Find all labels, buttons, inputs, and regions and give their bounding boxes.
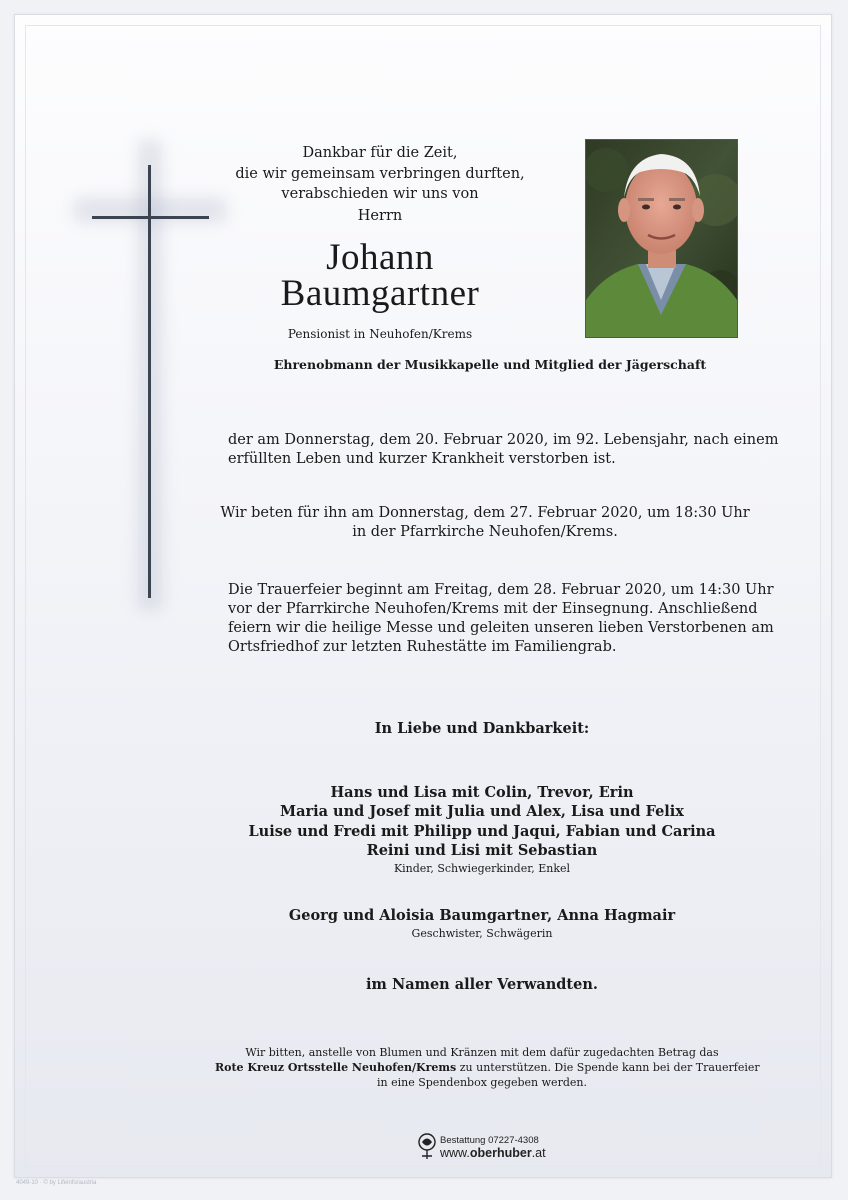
donation-line-2-rest: zu unterstützen. Die Spende kann bei der Trauerfeier	[456, 1061, 760, 1074]
children-line-1: Hans und Lisa mit Colin, Trevor, Erin	[330, 784, 634, 801]
cross-icon	[80, 150, 220, 610]
children-caption: Kinder, Schwiegerkinder, Enkel	[393, 862, 571, 875]
funeral-line-2: vor der Pfarrkirche Neuhofen/Krems mit der Einsegnung. Anschließend	[228, 601, 758, 617]
intro-line-2: die wir gemeinsam verbringen durften,	[235, 166, 525, 182]
salutation: Herrn	[357, 208, 403, 224]
honors: Ehrenobmann der Musikkapelle und Mitglied der Jägerschaft	[273, 357, 707, 372]
funeral-line-3: feiern wir die heilige Messe und geleiten unseren lieben Verstorbenen am	[228, 620, 774, 636]
donation-line-1: Wir bitten, anstelle von Blumen und Kränzen mit dem dafür zugedachten Betrag das	[245, 1046, 719, 1059]
mourners-heading: In Liebe und Dankbarkeit:	[374, 720, 590, 737]
siblings-caption: Geschwister, Schwägerin	[411, 927, 553, 940]
undertaker-label-line	[440, 1135, 539, 1146]
children-line-2: Maria und Josef mit Julia und Alex, Lisa und Felix	[280, 803, 684, 820]
death-notice-line-1: der am Donnerstag, dem 20. Februar 2020, im 92. Lebensjahr, nach einem	[228, 432, 779, 448]
undertaker-label: Bestattung	[440, 1135, 486, 1146]
undertaker-brand: oberhuber	[469, 1146, 532, 1160]
closing: im Namen aller Verwandten.	[366, 976, 598, 993]
death-notice-line-2: erfüllten Leben und kurzer Krankheit verstorben ist.	[228, 451, 616, 467]
occupation: Pensionist in Neuhofen/Krems	[287, 327, 473, 341]
children-line-3: Luise und Fredi mit Philipp und Jaqui, Fabian und Carina	[248, 823, 716, 840]
prayer-line-1: Wir beten für ihn am Donnerstag, dem 27. Februar 2020, um 18:30 Uhr	[220, 505, 750, 521]
prayer-line-2: in der Pfarrkirche Neuhofen/Krems.	[352, 524, 618, 540]
undertaker-url: www.oberhuber.at	[440, 1146, 546, 1160]
funeral-line-4: Ortsfriedhof zur letzten Ruhestätte im Familiengrab.	[228, 639, 617, 655]
last-name: Baumgartner	[280, 273, 480, 314]
funeral-line-1: Die Trauerfeier beginnt am Freitag, dem 28. Februar 2020, um 14:30 Uhr	[228, 582, 774, 598]
portrait-photo	[585, 139, 738, 338]
undertaker-logo	[416, 1132, 556, 1164]
intro-line-1: Dankbar für die Zeit,	[302, 145, 458, 161]
print-code: 4049-10 · © by Lifeinfo/austria	[16, 1180, 97, 1186]
children-line-4: Reini und Lisi mit Sebastian	[366, 842, 598, 859]
undertaker-phone: 07227-4308	[488, 1135, 539, 1146]
intro-line-3: verabschieden wir uns von	[281, 186, 479, 202]
first-name: Johann	[326, 237, 434, 278]
donation-line-3: in eine Spendenbox gegeben werden.	[377, 1076, 587, 1089]
undertaker-mark-icon	[416, 1132, 438, 1160]
donation-line-2	[215, 1061, 760, 1074]
donation-recipient: Rote Kreuz Ortsstelle Neuhofen/Krems	[215, 1061, 457, 1074]
siblings: Georg und Aloisia Baumgartner, Anna Hagmair	[288, 907, 676, 924]
